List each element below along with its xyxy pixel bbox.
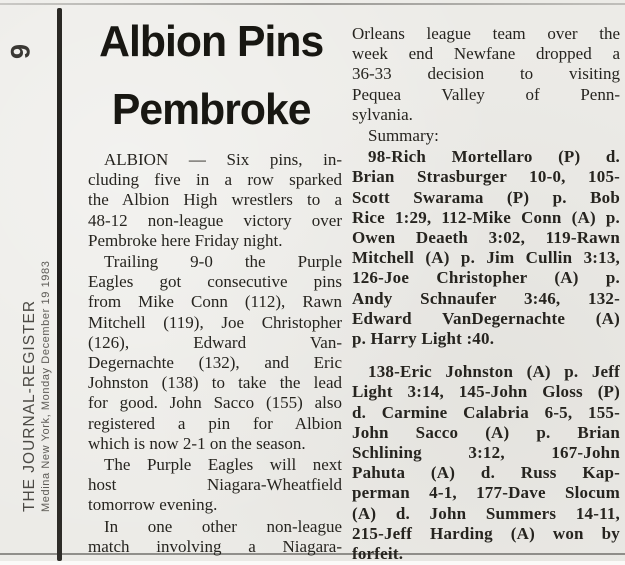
text-line: Brian Strasburger 10-0, 105- (352, 167, 620, 187)
text-line: (A) d. John Summers 14-11, (352, 503, 620, 523)
text-line: Rice 1:29, 112-Mike Conn (A) p. (352, 207, 620, 227)
text-line: Eagles got consecutive pins (88, 272, 342, 292)
text-line: which is now 2-1 on the season. (88, 433, 306, 453)
text-line: Johnston (138) to take the lead (88, 373, 342, 393)
dateline: Medina New York, Monday December 19 1983 (40, 260, 53, 512)
headline-line-2: Pembroke (111, 85, 311, 135)
text-line: (126), Edward Van- (88, 332, 342, 352)
headline-line-1: Albion Pins (99, 17, 324, 66)
paragraph (88, 455, 342, 516)
text-line: Light 3:14, 145-John Gloss (P) (352, 382, 620, 402)
text-line: 126-Joe Christopher (A) p. (352, 268, 620, 288)
paragraph (352, 362, 620, 564)
text-line: Trailing 9-0 the Purple (104, 252, 342, 272)
text-line: Orleans league team over the (352, 24, 620, 43)
text-line: perman 4-1, 177-Dave Slocum (352, 483, 620, 503)
text-line: Summary: (368, 126, 439, 146)
text-line: ALBION — Six pins, in- (104, 150, 342, 169)
text-line: host Niagara-Wheatfield (88, 475, 342, 495)
text-line: for good. John Sacco (155) also (88, 393, 342, 413)
text-line: 98-Rich Mortellaro (P) d. (368, 147, 620, 167)
left-column (88, 150, 342, 558)
text-line: from Mike Conn (112), Rawn (88, 292, 342, 312)
text-line: tomorrow evening. (88, 495, 218, 515)
text-line: p. Harry Light :40. (352, 329, 495, 349)
text-line: registered a pin for Albion (88, 413, 342, 433)
text-line: 138-Eric Johnston (A) p. Jeff (368, 362, 620, 382)
text-line: the Albion High wrestlers to a (88, 190, 342, 210)
text-line: In one other non-league (104, 516, 342, 536)
text-line: The Purple Eagles will next (104, 455, 342, 475)
article-headline (88, 8, 334, 144)
text-line: Pequea Valley of Penn- (352, 84, 620, 104)
text-line: d. Carmine Calabria 6-5, 155- (352, 402, 620, 422)
text-line: Owen Deaeth 3:02, 119-Rawn (352, 228, 620, 248)
text-line: week end Newfane dropped a (352, 44, 620, 64)
column-rule (57, 8, 62, 561)
text-line: Mitchell (A) p. Jim Cullin 3:13, (352, 248, 620, 268)
text-line: Edward VanDegernachte (A) (352, 308, 620, 328)
text-line: Degernachte (132), and Eric (88, 353, 342, 373)
paragraph (88, 150, 342, 251)
paragraph (352, 126, 620, 146)
text-line: Mitchell (119), Joe Christopher (88, 312, 342, 332)
masthead: THE JOURNAL-REGISTER (21, 299, 38, 512)
text-line: cluding five in a row sparked (88, 170, 342, 190)
paragraph (88, 517, 342, 557)
text-line: Schlining 3:12, 167-John (352, 443, 620, 463)
paragraph (352, 24, 620, 125)
text-line: 215-Jeff Harding (A) won by (352, 523, 620, 543)
text-line: sylvania. (352, 104, 413, 124)
text-line: Andy Schnaufer 3:46, 132- (352, 288, 620, 308)
text-line: forfeit. (352, 544, 404, 564)
text-line: John Sacco (A) p. Brian (352, 422, 620, 442)
text-line: Scott Swarama (P) p. Bob (352, 187, 620, 207)
text-line: Pahuta (A) d. Russ Kap- (352, 463, 620, 483)
text-line: Pembroke here Friday night. (88, 230, 283, 250)
text-line: 36-33 decision to visiting (352, 64, 620, 84)
paragraph (352, 147, 620, 349)
page-number: 9 (5, 43, 36, 60)
text-line: match involving a Niagara- (88, 536, 342, 556)
sidebar-fold-text (22, 112, 53, 512)
text-line: 48-12 non-league victory over (88, 210, 342, 230)
right-column (352, 24, 620, 565)
paragraph (88, 252, 342, 454)
clipping-top-edge (0, 3, 625, 5)
